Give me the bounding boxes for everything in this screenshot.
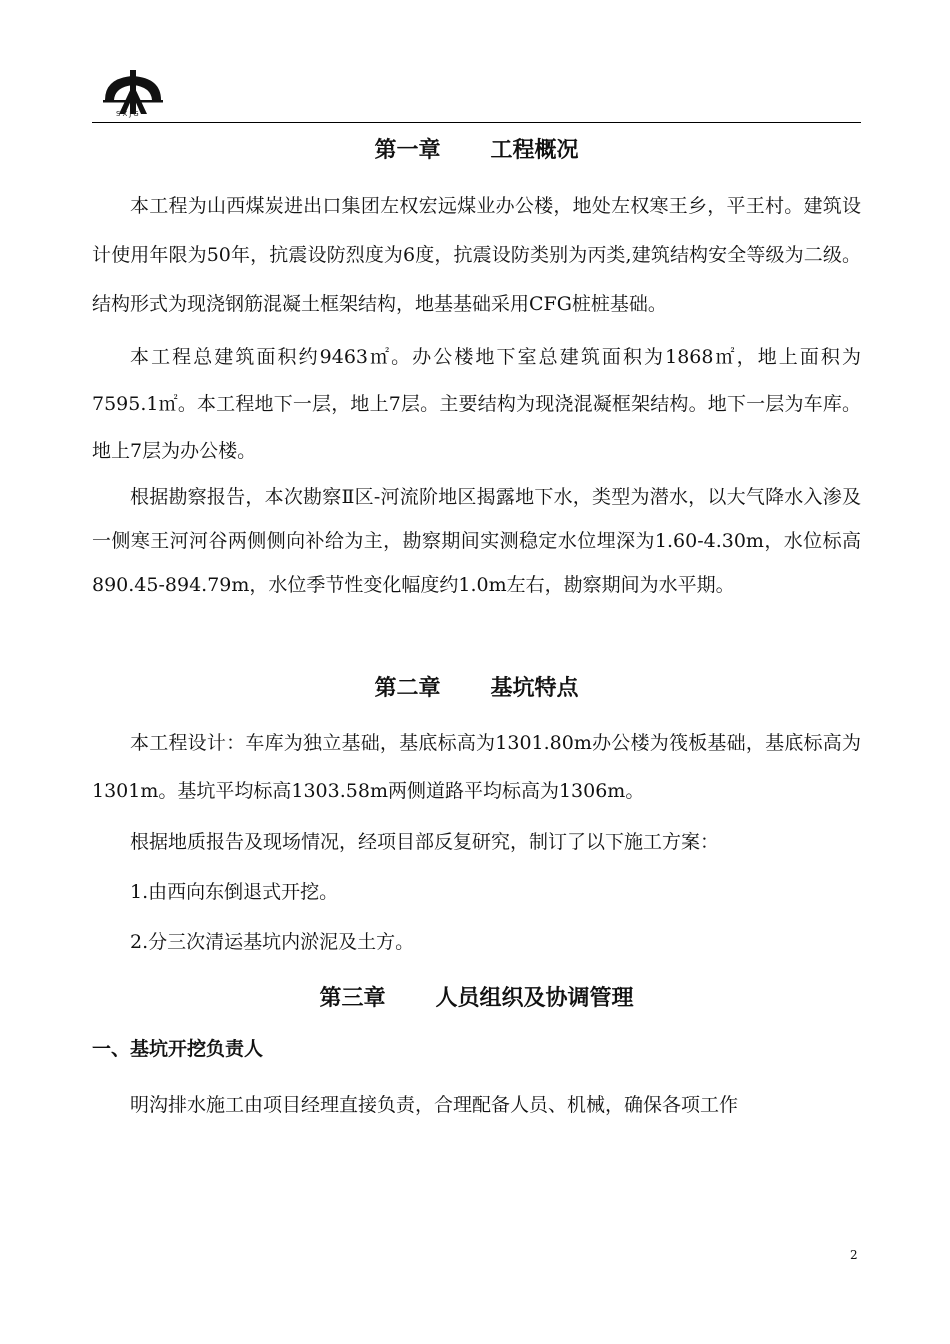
chapter-3-number: 第三章 — [319, 986, 386, 1011]
chapter-1-paragraph-2: 本工程总建筑面积约9463㎡。办公楼地下室总建筑面积为1868㎡，地上面积为7595.1㎡。本工程地下一层，地上7层。主要结构为现浇混凝框架结构。地下一层为车库。地上7层为办公楼。 — [92, 346, 861, 462]
page-number: 2 — [850, 1248, 858, 1262]
chapter-3-paragraph-1: 明沟排水施工由项目经理直接负责，合理配备人员、机械，确保各项工作 — [130, 1094, 739, 1116]
document-body — [92, 130, 861, 1129]
chapter-2-heading — [92, 669, 861, 709]
chapter-1-heading — [92, 132, 861, 170]
chapter-2-title: 基坑特点 — [490, 676, 579, 701]
list-item-2: 2.分三次清运基坑内淤泥及土方。 — [130, 931, 415, 953]
list-item-1: 1.由西向东倒退式开挖。 — [130, 881, 339, 903]
header-rule — [92, 122, 861, 123]
chapter-1-number: 第一章 — [374, 138, 441, 163]
chapter-1-paragraph-1: 本工程为山西煤炭进出口集团左权宏远煤业办公楼，地处左权寒王乡，平王村。建筑设计使用年限为50年，抗震设防烈度为6度，抗震设防类别为丙类,建筑结构安全等级为二级。结构形式为现浇钢筋混凝土框架结构，地基基础采用CFG桩桩基础。 — [92, 195, 861, 315]
chapter-2-number: 第二章 — [374, 676, 441, 701]
chapter-3-heading — [92, 975, 861, 1023]
chapter-3-title: 人员组织及协调管理 — [435, 986, 634, 1011]
section-1-heading: 一、基坑开挖负责人 — [92, 1038, 264, 1060]
chapter-2-paragraph-2: 根据地质报告及现场情况，经项目部反复研究，制订了以下施工方案： — [130, 831, 720, 853]
logo-text: SXJG — [116, 110, 141, 118]
chapter-1-paragraph-3: 根据勘察报告，本次勘察Ⅱ区-河流阶地区揭露地下水，类型为潜水，以大气降水入渗及一侧寒王河河谷两侧侧向补给为主，勘察期间实测稳定水位埋深为1.60-4.30m，水位标高890.45-894.79m，水位季节性变化幅度约1.0m左右，勘察期间为水平期。 — [92, 486, 861, 596]
chapter-1-title: 工程概况 — [490, 138, 579, 163]
chapter-2-paragraph-1: 本工程设计：车库为独立基础，基底标高为1301.80m办公楼为筏板基础，基底标高为1301m。基坑平均标高1303.58m两侧道路平均标高为1306m。 — [92, 732, 861, 802]
